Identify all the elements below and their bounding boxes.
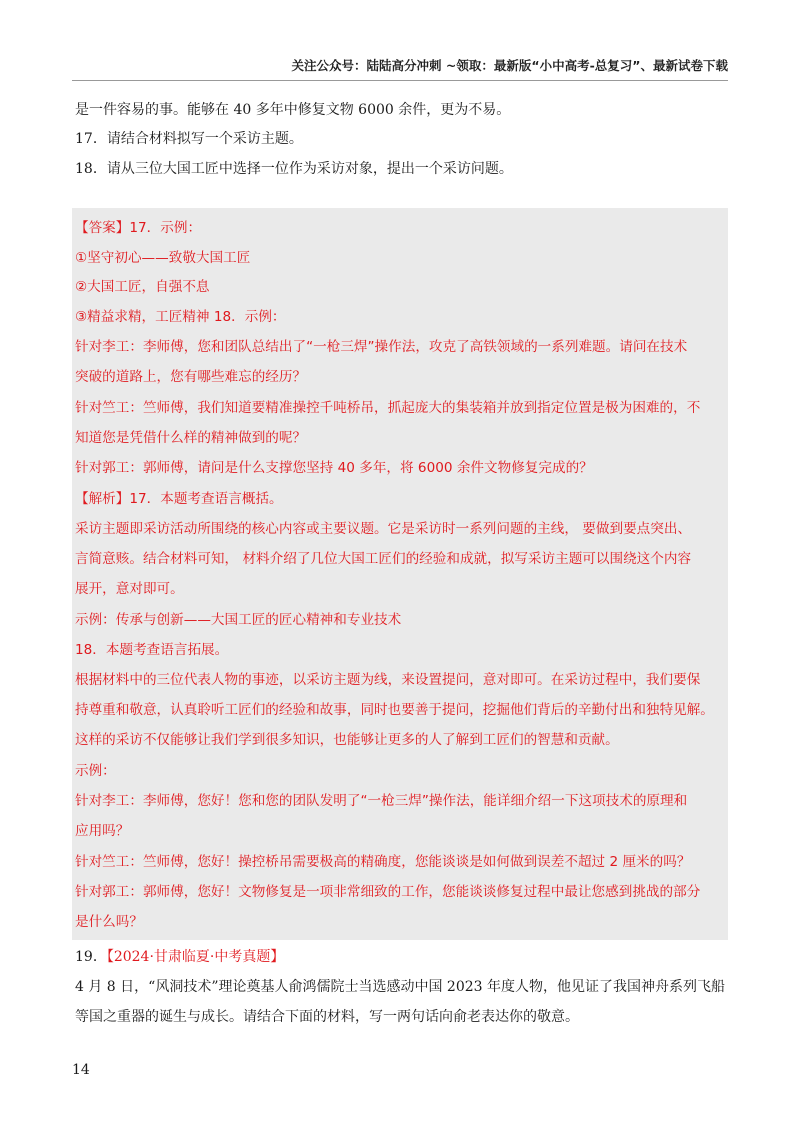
question-19-line: 4 月 8 日，“风洞技术”理论奠基人俞鸿儒院士当选感动中国 2023 年度人物，他见证了我国神舟系列飞船	[75, 979, 726, 995]
analysis-line: 18．本题考查语言拓展。	[75, 642, 229, 658]
header-divider	[72, 80, 728, 81]
analysis-line: 展开，意对即可。	[75, 581, 184, 597]
answer-line: 针对竺工：竺师傅，我们知道要精准操控千吨桥吊，抓起庞大的集装箱并放到指定位置是极为困难的，不	[75, 400, 701, 416]
answer-line: 知道您是凭借什么样的精神做到的呢？	[75, 430, 307, 446]
analysis-line: 针对竺工：竺师傅，您好！操控桥吊需要极高的精确度，您能谈谈是如何做到误差不超过 2 厘米的吗？	[75, 854, 691, 870]
question-18: 18．请从三位大国工匠中选择一位作为采访对象，提出一个采访问题。	[75, 161, 513, 177]
analysis-line: 针对李工：李师傅，您好！您和您的团队发明了“一枪三焊”操作法，能详细介绍一下这项技术的原理和	[75, 793, 688, 809]
question-19-title	[75, 947, 284, 967]
answer-heading: 【答案】17．示例：	[75, 220, 202, 236]
analysis-line: 持尊重和敬意，认真聆听工匠们的经验和故事，同时也要善于提问，挖掘他们背后的辛勤付出和独特见解。	[75, 702, 714, 718]
answer-example-3: ③精益求精，工匠精神 18．示例：	[75, 309, 286, 325]
answer-example-1: ①坚守初心——致敬大国工匠	[75, 250, 251, 266]
question-17: 17．请结合材料拟写一个采访主题。	[75, 131, 303, 147]
page-header: 关注公众号：陆陆高分冲刺 ~领取：最新版“小中高考-总复习”、最新试卷下载	[291, 58, 728, 73]
analysis-line: 针对郭工：郭师傅，您好！文物修复是一项非常细致的工作，您能谈谈修复过程中最让您感到挑战的部分	[75, 884, 701, 900]
question-19-line: 等国之重器的诞生与成长。请结合下面的材料，写一两句话向俞老表达你的敬意。	[75, 1009, 579, 1025]
answer-line: 针对郭工：郭师傅，请问是什么支撑您坚持 40 多年，将 6000 余件文物修复完成的？	[75, 460, 593, 476]
page-number: 14	[72, 1062, 90, 1078]
analysis-line: 应用吗？	[75, 823, 130, 839]
analysis-line: 根据材料中的三位代表人物的事迹，以采访主题为线，来设置提问，意对即可。在采访过程中，我们要保	[75, 672, 701, 688]
question-19-number: 19．	[75, 949, 107, 965]
answer-line: 针对李工：李师傅，您和团队总结出了“一枪三焊”操作法，攻克了高铁领域的一系列难题。请问在技术	[75, 339, 688, 355]
analysis-line: 这样的采访不仅能够让我们学到很多知识，也能够让更多的人了解到工匠们的智慧和贡献。	[75, 732, 619, 748]
question-19-source: 【2024·甘肃临夏·中考真题】	[106, 949, 285, 965]
analysis-line: 示例：传承与创新——大国工匠的匠心精神和专业技术	[75, 612, 402, 628]
intro-line-1: 是一件容易的事。能够在 40 多年中修复文物 6000 余件，更为不易。	[75, 102, 511, 118]
analysis-line: 言简意赅。结合材料可知， 材料介绍了几位大国工匠们的经验和成就，拟写采访主题可以围绕这个内容	[75, 551, 692, 567]
answer-line: 突破的道路上，您有哪些难忘的经历？	[75, 369, 307, 385]
answer-example-2: ②大国工匠，自强不息	[75, 279, 210, 295]
analysis-line: 是什么吗？	[75, 914, 143, 930]
analysis-heading: 【解析】17．本题考查语言概括。	[75, 491, 283, 507]
analysis-line: 采访主题即采访活动所围绕的核心内容或主要议题。它是采访时一系列问题的主线， 要做到要点突出、	[75, 521, 692, 537]
analysis-line: 示例：	[75, 763, 116, 779]
